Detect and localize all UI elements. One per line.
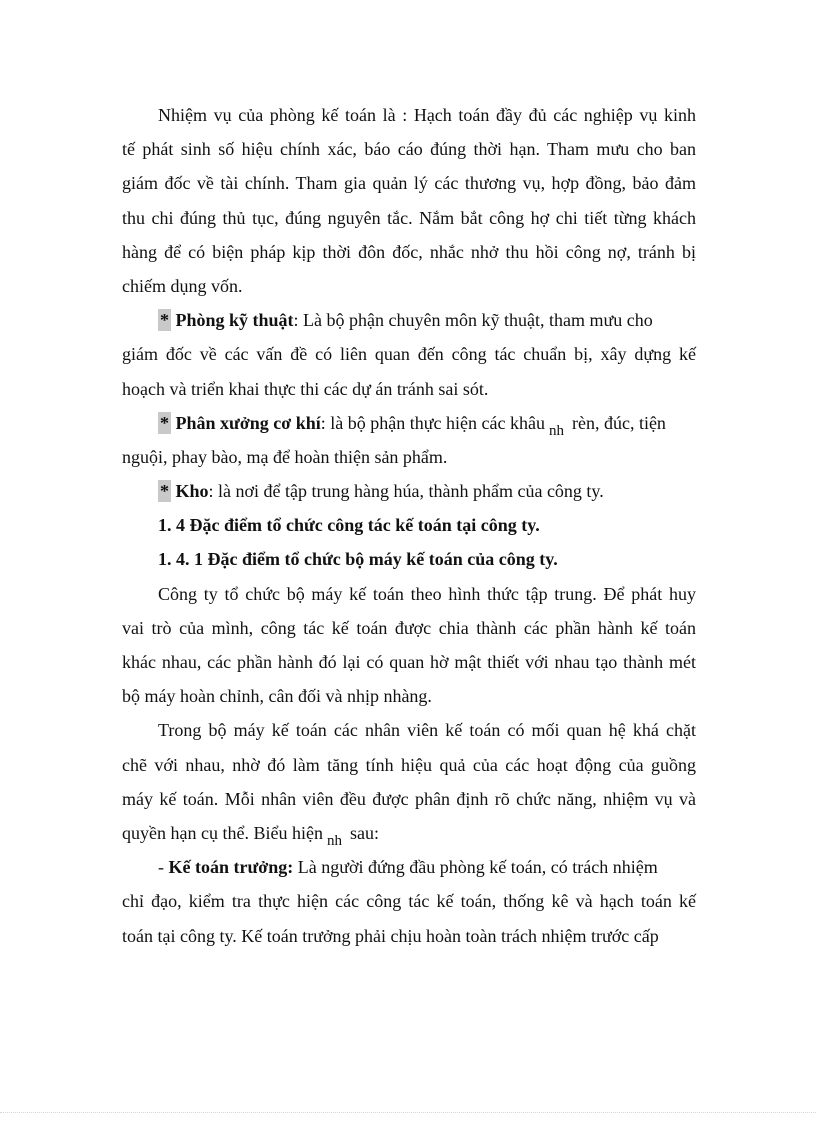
- paragraph-ke-toan-truong: [122, 850, 696, 884]
- text-line: vai trò của mình, công tác kế toán được chia thành các phần hành kế toán: [122, 617, 696, 638]
- term-heading: Phòng kỹ thuật: [175, 310, 294, 331]
- text-segment: Là người đứng đầu phòng kế toán, có trách nhiệm: [297, 857, 658, 878]
- text-segment: : là bộ phận thực hiện các khâu: [320, 412, 545, 433]
- dash-marker: -: [158, 857, 164, 878]
- text-line: hàng để có biện pháp kịp thời đôn đốc, nhắc nhở thu hồi công nợ, tránh bị: [122, 241, 696, 262]
- term-heading: Kho: [175, 481, 209, 502]
- text-line: tế phát sinh số hiệu chính xác, báo cáo đúng thời hạn. Tham mưu cho ban: [122, 139, 696, 160]
- paragraph-phong-ky-thuat: [122, 303, 696, 337]
- text-line: Công ty tổ chức bộ máy kế toán theo hình thức tập trung. Để phát huy: [158, 583, 696, 604]
- text-line-with-subscript: [122, 816, 696, 850]
- text-segment: sau:: [349, 822, 379, 843]
- text-line: bộ máy hoàn chỉnh, cân đối và nhịp nhàng.: [122, 686, 432, 707]
- text-line: thu chi đúng thủ tục, đúng nguyên tắc. Nắm bắt công hợ chi tiết từng khách: [122, 207, 696, 228]
- bullet-star-icon: *: [160, 481, 169, 502]
- bullet-star-icon: *: [160, 412, 169, 433]
- text-line: máy kế toán. Mỗi nhân viên đều được phân định rõ chức năng, nhiệm vụ và: [122, 788, 696, 809]
- text-segment: : là nơi để tập trung hàng húa, thành phẩm của công ty.: [208, 481, 604, 502]
- text-line: nguội, phay bào, mạ để hoàn thiện sản phẩm.: [122, 446, 448, 467]
- text-segment: : Là bộ phận chuyên môn kỹ thuật, tham mưu cho: [293, 310, 653, 331]
- subsection-heading: 1. 4. 1 Đặc điểm tổ chức bộ máy kế toán của công ty.: [158, 549, 558, 570]
- text-line: chỉ đạo, kiểm tra thực hiện các công tác kế toán, thống kê và hạch toán kế: [122, 891, 696, 912]
- term-heading: Phân xưởng cơ khí: [175, 412, 321, 433]
- subscript-fragment: nh: [326, 832, 342, 849]
- text-line: toán tại công ty. Kế toán trưởng phải chịu hoàn toàn trách nhiệm trước cấp: [122, 925, 659, 946]
- text-line: khác nhau, các phần hành đó lại có quan hờ mật thiết với nhau tạo thành mét: [122, 652, 696, 672]
- subscript-fragment: nh: [548, 422, 564, 439]
- section-heading: 1. 4 Đặc điểm tổ chức công tác kế toán tại công ty.: [158, 515, 540, 536]
- paragraph-phan-xuong: [122, 406, 696, 440]
- text-line: hoạch và triển khai thực thi các dự án tránh sai sót.: [122, 378, 489, 399]
- text-line: giám đốc về tài chính. Tham gia quản lý các thương vụ, hợp đồng, bảo đảm: [122, 173, 696, 194]
- bullet-star-icon: *: [160, 310, 169, 331]
- term-heading: Kế toán trưởng:: [168, 857, 294, 878]
- document-body: [122, 98, 696, 953]
- text-line: giám đốc về các vấn đề có liên quan đến công tác chuẩn bị, xây dựng kế: [122, 344, 696, 365]
- page-bottom-divider: [0, 1112, 816, 1113]
- text-segment: quyền hạn cụ thể. Biểu hiện: [122, 822, 323, 843]
- text-line: Trong bộ máy kế toán các nhân viên kế toán có mối quan hệ khá chặt: [158, 720, 696, 741]
- text-line: chẽ với nhau, nhờ đó làm tăng tính hiệu quả của các hoạt động của guồng: [122, 754, 696, 775]
- paragraph-kho: [122, 474, 696, 508]
- text-segment: rèn, đúc, tiện: [571, 412, 666, 433]
- text-line: chiếm dụng vốn.: [122, 275, 243, 296]
- text-line: Nhiệm vụ của phòng kế toán là : Hạch toán đầy đủ các nghiệp vụ kinh: [158, 105, 696, 125]
